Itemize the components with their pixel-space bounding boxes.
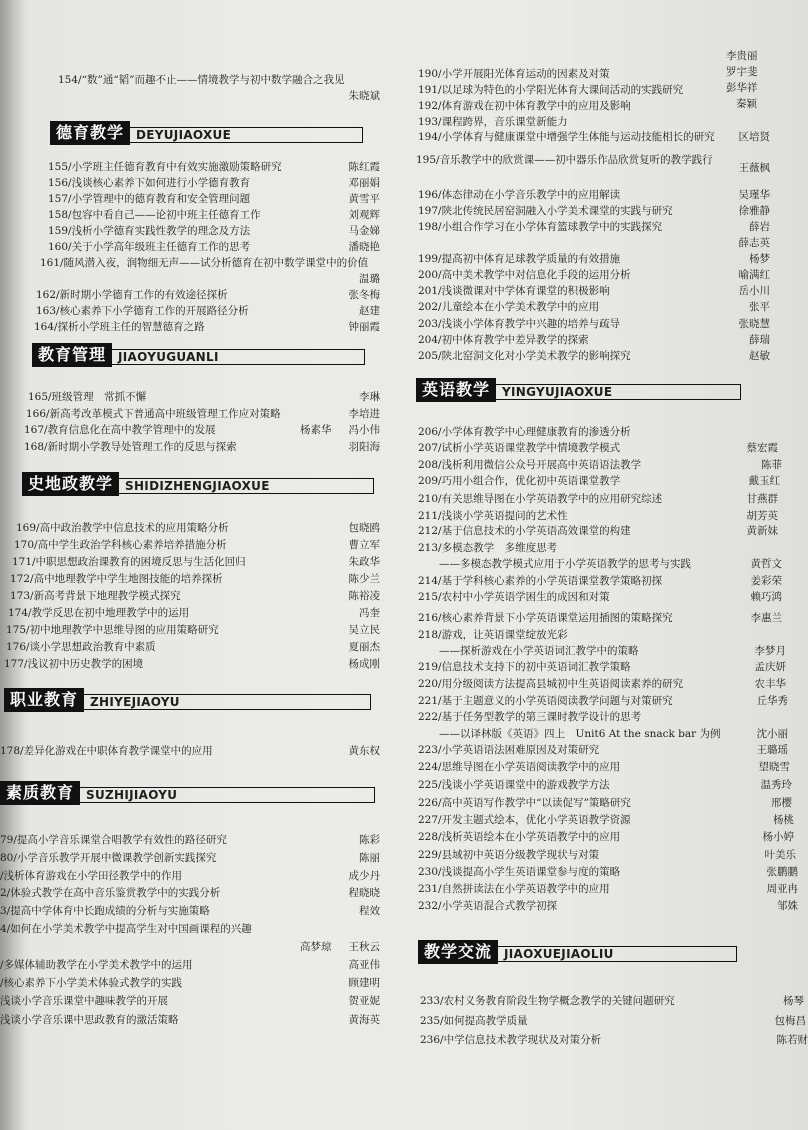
entry-author: 黄哲文: [750, 558, 782, 570]
entry-author: 顾建明: [348, 977, 380, 989]
entry-author: 望晓雪: [758, 761, 790, 773]
entry-title: 173/新高考背景下地理教学模式探究: [10, 590, 181, 602]
entry-author: 周亚冉: [766, 883, 798, 895]
entry-author: 丘华秀: [756, 695, 788, 707]
entry-author: 杨桃: [773, 814, 794, 826]
entry-title: 166/新高考改革模式下普通高中班级管理工作应对策略: [26, 408, 281, 420]
entry-author: 朱政华: [348, 556, 380, 568]
entry-author: 陈菲: [761, 459, 782, 471]
entry-author: 黄雪平: [348, 193, 380, 205]
entry-author: 薛志英: [738, 237, 770, 249]
entry-title: 159/浅析小学德育实践性教学的理念及方法: [48, 225, 251, 237]
entry-author-secondary: 高梦琼: [300, 941, 332, 953]
top-author-2: 罗宇斐: [726, 66, 758, 78]
entry-title: 230/浅谈提高小学生英语课堂参与度的策略: [418, 866, 621, 878]
entry-author: 邹姝: [777, 900, 798, 912]
entry-author: 李梦月: [754, 645, 786, 657]
entry-author: 刘观辉: [348, 209, 380, 221]
entry-author: 杨小婷: [762, 831, 794, 843]
entry-title: 208/浅析利用微信公众号开展高中英语语法教学: [418, 459, 642, 471]
section-title-cn: 教育管理: [32, 343, 112, 367]
section-title-pinyin: ZHIYEJIAOYU: [84, 694, 371, 710]
entry-title: 224/思维导图在小学英语阅读教学中的应用: [418, 761, 621, 773]
entry-author: 薛岩: [749, 221, 770, 233]
entry-title: 209/巧用小组合作，优化初中英语课堂教学: [418, 475, 621, 487]
entry-title: 232/小学英语混合式教学初探: [418, 900, 558, 912]
entry-title: 213/多模态教学 多维度思考: [418, 542, 558, 554]
entry-author: 程效: [359, 905, 380, 917]
entry-title: /核心素养下小学美术体验式教学的实践: [0, 977, 183, 989]
entry-author: 黄新妹: [746, 525, 778, 537]
entry-title: 193/课程跨界，音乐课堂新能力: [418, 116, 568, 128]
entry-title: 178/差异化游戏在中职体育教学课堂中的应用: [0, 745, 213, 757]
entry-author: 王薇枫: [738, 162, 770, 174]
entry-title: 191/以足球为特色的小学阳光体育大课间活动的实践研究: [418, 84, 684, 96]
entry-author: 赵敏: [749, 350, 770, 362]
entry-title: 190/小学开展阳光体育运动的因素及对策: [418, 68, 610, 80]
entry-author: 吴瑾华: [738, 189, 770, 201]
entry-title: 171/中职思想政治课教育的困境反思与生活化回归: [12, 556, 246, 568]
section-title-pinyin: SUZHIJIAOYU: [80, 787, 375, 803]
entry-title: 226/高中英语写作教学中“以读促写”策略研究: [418, 797, 631, 809]
entry-title: ——探析游戏在小学英语词汇教学中的策略: [418, 645, 639, 657]
entry-author: 李琳: [359, 391, 380, 403]
section-header-yingyu: [416, 379, 741, 401]
entry-title: 浅谈小学音乐课堂中趣味教学的开展: [0, 995, 168, 1007]
entry-author: 张晓慧: [738, 318, 770, 330]
entry-title: 220/用分级阅读方法提高县城初中生英语阅读素养的研究: [418, 678, 684, 690]
entry-author: 李培进: [348, 408, 380, 420]
entry-author: 邓丽娟: [348, 177, 380, 189]
entry-title: ——以译林版《英语》四上 Unit6 At the snack bar 为例: [418, 728, 721, 740]
entry-author: 陈红霞: [348, 161, 380, 173]
entry-title: 197/陕北传统民居窑洞融入小学美术课堂的实践与研究: [418, 205, 673, 217]
entry-author: 沈小丽: [756, 728, 788, 740]
entry-author: 戴玉红: [748, 475, 780, 487]
section-title-cn: 教学交流: [418, 940, 498, 964]
entry-author: 杨成刚: [348, 658, 380, 670]
entry-title: 218/游戏，让英语课堂绽放光彩: [418, 629, 568, 641]
entry-title: 154/“数”通“韬”而趣不止——情境教学与初中数学融合之我见: [58, 74, 345, 86]
entry-author: 冯小伟: [348, 424, 380, 436]
section-header-deyu: [50, 122, 363, 144]
entry-author: 叶美乐: [764, 849, 796, 861]
entry-title: 79/提高小学音乐课堂合唱教学有效性的路径研究: [0, 834, 227, 846]
entry-title: 210/有关思维导图在小学英语教学中的应用研究综述: [418, 493, 663, 505]
entry-title: 199/提高初中体育足球教学质量的有效措施: [418, 253, 621, 265]
entry-title: 222/基于任务型教学的第三课时教学设计的思考: [418, 711, 642, 723]
entry-author: 赵建: [359, 305, 380, 317]
entry-title: 219/信息技术支持下的初中英语词汇教学策略: [418, 661, 631, 673]
entry-title: 225/浅谈小学英语课堂中的游戏教学方法: [418, 779, 610, 791]
section-header-zhiye: [4, 689, 371, 711]
entry-author: 区培贤: [738, 131, 770, 143]
entry-title: 175/初中地理教学中思维导图的应用策略研究: [6, 624, 219, 636]
entry-title: 157/小学管理中的德育教育和安全管理问题: [48, 193, 251, 205]
entry-title: 236/中学信息技术教学现状及对策分析: [420, 1034, 602, 1046]
entry-author: 蔡宏霞: [746, 442, 778, 454]
entry-author: 马金娣: [348, 225, 380, 237]
entry-author: 温秀玲: [760, 779, 792, 791]
entry-author: 朱晓斌: [348, 90, 380, 102]
entry-title: 235/如何提高教学质量: [420, 1015, 528, 1027]
entry-author: 冯奎: [359, 607, 380, 619]
section-title-cn: 德育教学: [50, 121, 130, 145]
entry-author: 贺亚妮: [348, 995, 380, 1007]
entry-title: 203/浅谈小学体育教学中兴趣的培养与疏导: [418, 318, 621, 330]
entry-title: 200/高中美术教学中对信息化手段的运用分析: [418, 269, 631, 281]
entry-title: 228/浅析英语绘本在小学英语教学中的应用: [418, 831, 621, 843]
entry-author: 潘晓艳: [348, 241, 380, 253]
section-title-pinyin: DEYUJIAOXUE: [130, 127, 363, 143]
entry-title: 221/基于主题意义的小学英语阅读教学问题与对策研究: [418, 695, 673, 707]
entry-title: 155/小学班主任德育教育中有效实施激励策略研究: [48, 161, 282, 173]
entry-author: 吴立民: [348, 624, 380, 636]
entry-title: 212/基于信息技术的小学英语高效课堂的构建: [418, 525, 631, 537]
entry-title: 4/如何在小学美术教学中提高学生对中国画课程的兴趣: [0, 923, 252, 935]
entry-author: 杨梦: [749, 253, 770, 265]
entry-author: 黄东权: [348, 745, 380, 757]
top-author-4: 秦颖: [736, 98, 757, 110]
entry-title: 浅谈小学音乐课中思政教育的激活策略: [0, 1014, 179, 1026]
entry-author: 曹立军: [348, 539, 380, 551]
entry-author: 喻满红: [738, 269, 770, 281]
section-header-jiaoxue: [418, 941, 737, 963]
entry-author: 王秋云: [348, 941, 380, 953]
entry-title: 2/体验式教学在高中音乐鉴赏教学中的实践分析: [0, 887, 221, 899]
entry-title: 3/提高中学体育中长跑成绩的分析与实施策略: [0, 905, 210, 917]
entry-title: /浅析体育游戏在小学田径教学中的作用: [0, 870, 183, 882]
entry-title: 162/新时期小学德育工作的有效途径探析: [36, 289, 228, 301]
section-title-cn: 职业教育: [4, 688, 84, 712]
entry-title: 169/高中政治教学中信息技术的应用策略分析: [16, 522, 229, 534]
entry-title: 172/高中地理教学中学生地图技能的培养探析: [10, 573, 223, 585]
entry-author: 羽阳海: [348, 441, 380, 453]
entry-title: 163/核心素养下小学德育工作的开展路径分析: [36, 305, 249, 317]
entry-title: 167/教育信息化在高中教学管理中的发展: [24, 424, 216, 436]
entry-author: 程晓晓: [348, 887, 380, 899]
entry-title: 168/新时期小学教导处管理工作的反思与探索: [24, 441, 237, 453]
section-title-pinyin: SHIDIZHENGJIAOXUE: [119, 478, 374, 494]
entry-author: 李惠兰: [750, 612, 782, 624]
entry-author: 温璐: [359, 273, 380, 285]
entry-title: 192/体育游戏在初中体育教学中的应用及影响: [418, 100, 631, 112]
entry-author: 陈彩: [359, 834, 380, 846]
entry-title: /多媒体辅助教学在小学美术教学中的运用: [0, 959, 193, 971]
entry-author: 徐雅静: [738, 205, 770, 217]
entry-title: 204/初中体育教学中差异教学的探索: [418, 334, 589, 346]
entry-title: 215/农村中小学英语学困生的成因和对策: [418, 591, 610, 603]
entry-author: 农丰华: [754, 678, 786, 690]
entry-title: 170/高中学生政治学科核心素养培养措施分析: [14, 539, 227, 551]
entry-author: 陈丽: [359, 852, 380, 864]
entry-author: 陈裕凌: [348, 590, 380, 602]
entry-author: 王璐瑶: [756, 744, 788, 756]
entry-title: 194/小学体育与健康课堂中增强学生体能与运动技能相长的研究: [418, 131, 715, 143]
entry-author: 包梅昌: [774, 1015, 806, 1027]
entry-title: 211/浅谈小学英语提问的艺术性: [418, 510, 568, 522]
entry-author: 薛瑞: [749, 334, 770, 346]
entry-author: 甘燕群: [746, 493, 778, 505]
entry-title: 198/小组合作学习在小学体育篮球教学中的实践探究: [418, 221, 663, 233]
entry-title: 223/小学英语语法困难原因及对策研究: [418, 744, 600, 756]
entry-title: ——多模态教学模式应用于小学英语教学的思考与实践: [418, 558, 691, 570]
entry-title: 160/关于小学高年级班主任德育工作的思考: [48, 241, 251, 253]
entry-title: 216/核心素养背景下小学英语课堂运用插图的策略探究: [418, 612, 673, 624]
entry-author: 黄海英: [348, 1014, 380, 1026]
section-title-cn: 史地政教学: [22, 472, 119, 496]
entry-author: 姜彩荣: [750, 575, 782, 587]
entry-title: 196/体态律动在小学音乐教学中的应用解读: [418, 189, 621, 201]
entry-author: 夏丽杰: [348, 641, 380, 653]
entry-title: 202/儿童绘本在小学美术教学中的应用: [418, 301, 600, 313]
entry-author: 包晓鸥: [348, 522, 380, 534]
entry-title: 161/随风潜入夜，润物细无声——试分析德育在初中数学课堂中的价值: [40, 257, 369, 269]
section-title-pinyin: JIAOYUGUANLI: [112, 349, 365, 365]
entry-author: 张鹏鹏: [766, 866, 798, 878]
entry-title: 165/班级管理 常抓不懈: [28, 391, 147, 403]
entry-title: 207/试析小学英语课堂教学中情境教学模式: [418, 442, 621, 454]
entry-title: 229/县域初中英语分级教学现状与对策: [418, 849, 600, 861]
entry-title: 227/开发主题式绘本，优化小学英语教学资源: [418, 814, 631, 826]
entry-title: 206/小学体育教学中心理健康教育的渗透分析: [418, 426, 631, 438]
entry-title: 80/小学音乐教学开展中微课教学创新实践探究: [0, 852, 217, 864]
entry-title: 233/农村义务教育阶段生物学概念教学的关键问题研究: [420, 995, 675, 1007]
entry-title: 177/浅议初中历史教学的困境: [4, 658, 144, 670]
entry-title: 156/浅谈核心素养下如何进行小学德育教育: [48, 177, 251, 189]
entry-author: 邢樱: [771, 797, 792, 809]
entry-title: 231/自然拼读法在小学英语教学中的应用: [418, 883, 610, 895]
entry-author: 张平: [749, 301, 770, 313]
top-author-3: 彭华祥: [726, 82, 758, 94]
entry-title: 176/谈小学思想政治教育中素质: [6, 641, 156, 653]
section-title-pinyin: YINGYUJIAOXUE: [496, 384, 741, 400]
entry-author: 张冬梅: [348, 289, 380, 301]
section-header-shidi: [22, 473, 374, 495]
entry-title: 201/浅谈微课对中学体育课堂的积极影响: [418, 285, 610, 297]
entry-author: 成少丹: [348, 870, 380, 882]
entry-author: 杨琴: [783, 995, 804, 1007]
section-header-jiaoyu: [32, 344, 365, 366]
entry-author: 孟庆妍: [754, 661, 786, 673]
section-title-pinyin: JIAOXUEJIAOLIU: [498, 946, 737, 962]
entry-title: 214/基于学科核心素养的小学英语课堂教学策略初探: [418, 575, 663, 587]
entry-title: 205/陕北窑洞文化对小学美术教学的影响探究: [418, 350, 631, 362]
entry-author: 陈若财: [776, 1034, 808, 1046]
entry-author: 高亚伟: [348, 959, 380, 971]
section-header-suzhi: [0, 782, 375, 804]
entry-author: 钟丽霞: [348, 321, 380, 333]
entry-author: 岳小川: [738, 285, 770, 297]
section-title-cn: 英语教学: [416, 378, 496, 402]
section-title-cn: 素质教育: [0, 781, 80, 805]
entry-title: 195/音乐教学中的欣赏课——初中器乐作品欣赏复听的教学践行: [416, 154, 713, 166]
entry-author: 胡芳英: [746, 510, 778, 522]
entry-title: 174/教学反思在初中地理教学中的运用: [8, 607, 190, 619]
entry-title: 158/包容中看自己——论初中班主任德育工作: [48, 209, 261, 221]
entry-author-secondary: 杨素华: [300, 424, 332, 436]
entry-author: 陈少兰: [348, 573, 380, 585]
top-author-1: 李贵丽: [726, 50, 758, 62]
entry-title: 164/探析小学班主任的智慧德育之路: [34, 321, 205, 333]
entry-author: 赖巧鸿: [750, 591, 782, 603]
